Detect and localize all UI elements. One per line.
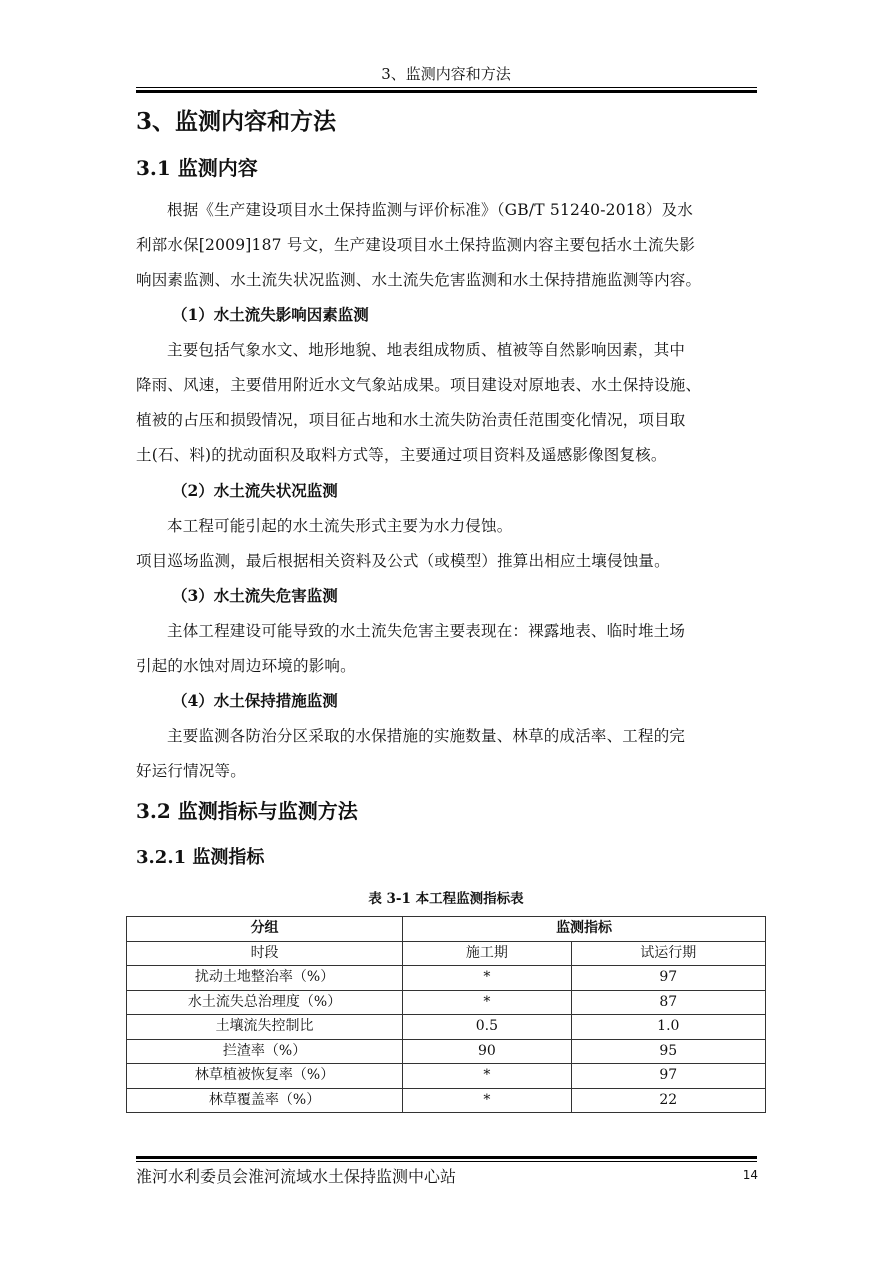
- item-4-line: 主要监测各防治分区采取的水保措施的实施数量、林草的成活率、工程的完: [167, 727, 686, 745]
- row-construction-cell: *: [403, 1064, 571, 1089]
- row-name-cell: 林草覆盖率（%）: [127, 1088, 403, 1113]
- row-construction-cell: 90: [403, 1039, 571, 1064]
- row-construction-cell: *: [403, 966, 571, 991]
- table-row: [127, 1015, 766, 1040]
- row-name-cell: 拦渣率（%）: [127, 1039, 403, 1064]
- item-4-paragraph: [136, 719, 758, 789]
- intro-line: 根据《生产建设项目水土保持监测与评价标准》（GB/T 51240-2018）及水: [167, 201, 694, 219]
- item-1-line: 降雨、风速，主要借用附近水文气象站成果。项目建设对原地表、水土保持设施、: [136, 376, 702, 394]
- subheader-period-cell: 时段: [127, 941, 403, 966]
- footer-rule-thin: [136, 1161, 757, 1162]
- table-row: [127, 1088, 766, 1113]
- row-name-cell: 水土流失总治理度（%）: [127, 990, 403, 1015]
- table-header-row: [127, 917, 766, 942]
- intro-line: 利部水保[2009]187 号文，生产建设项目水土保持监测内容主要包括水土流失影: [136, 236, 696, 254]
- table-subheader-row: [127, 941, 766, 966]
- item-4-line: 好运行情况等。: [136, 762, 246, 780]
- table-caption: 表 3-1 本工程监测指标表: [368, 891, 524, 907]
- row-trial-cell: 97: [571, 1064, 765, 1089]
- footer-organization: 淮河水利委员会淮河流域水土保持监测中心站: [136, 1167, 457, 1186]
- row-trial-cell: 87: [571, 990, 765, 1015]
- section-3-1-heading: 3.1 监测内容: [136, 156, 258, 180]
- row-name-cell: 扰动土地整治率（%）: [127, 966, 403, 991]
- row-name-cell: 林草植被恢复率（%）: [127, 1064, 403, 1089]
- table-row: [127, 1064, 766, 1089]
- footer-rule-thick: [136, 1156, 757, 1159]
- monitoring-indicator-table: [126, 916, 766, 1113]
- row-trial-cell: 1.0: [571, 1015, 765, 1040]
- row-name-cell: 土壤流失控制比: [127, 1015, 403, 1040]
- subsection-3-2-1-heading: 3.2.1 监测指标: [136, 847, 265, 868]
- chapter-heading: 3、监测内容和方法: [136, 108, 337, 135]
- table-row: [127, 966, 766, 991]
- header-rule-thick: [136, 90, 757, 93]
- subheader-construction-cell: 施工期: [403, 941, 571, 966]
- item-3-paragraph: [136, 614, 758, 684]
- item-3-line: 引起的水蚀对周边环境的影响。: [136, 657, 356, 675]
- row-construction-cell: 0.5: [403, 1015, 571, 1040]
- item-1-paragraph: [136, 333, 758, 473]
- row-trial-cell: 95: [571, 1039, 765, 1064]
- section-3-2-heading: 3.2 监测指标与监测方法: [136, 799, 358, 823]
- item-3-line: 主体工程建设可能导致的水土流失危害主要表现在：裸露地表、临时堆土场: [167, 622, 686, 640]
- item-1-line: 主要包括气象水文、地形地貌、地表组成物质、植被等自然影响因素，其中: [167, 341, 686, 359]
- item-2-line: 项目巡场监测，最后根据相关资料及公式（或模型）推算出相应土壤侵蚀量。: [136, 552, 670, 570]
- item-2-paragraph: [136, 509, 758, 579]
- item-2-line: 本工程可能引起的水土流失形式主要为水力侵蚀。: [167, 517, 513, 535]
- item-3-heading: （3）水土流失危害监测: [172, 586, 338, 605]
- intro-line: 响因素监测、水土流失状况监测、水土流失危害监测和水土保持措施监测等内容。: [136, 271, 702, 289]
- item-1-line: 土(石、料)的扰动面积及取料方式等，主要通过项目资料及遥感影像图复核。: [136, 446, 667, 464]
- row-trial-cell: 22: [571, 1088, 765, 1113]
- item-1-heading: （1）水土流失影响因素监测: [172, 305, 369, 324]
- row-trial-cell: 97: [571, 966, 765, 991]
- item-1-line: 植被的占压和损毁情况，项目征占地和水土流失防治责任范围变化情况，项目取: [136, 411, 686, 429]
- subheader-trial-cell: 试运行期: [571, 941, 765, 966]
- intro-paragraph: [136, 193, 758, 298]
- page-number: 14: [742, 1168, 758, 1182]
- row-construction-cell: *: [403, 1088, 571, 1113]
- item-4-heading: （4）水土保持措施监测: [172, 691, 338, 710]
- table-row: [127, 990, 766, 1015]
- running-header: 3、监测内容和方法: [381, 65, 511, 83]
- item-2-heading: （2）水土流失状况监测: [172, 481, 338, 500]
- header-group-cell: 分组: [127, 917, 403, 942]
- row-construction-cell: *: [403, 990, 571, 1015]
- table-row: [127, 1039, 766, 1064]
- header-indicators-cell: 监测指标: [403, 917, 766, 942]
- header-rule-thin: [136, 87, 757, 88]
